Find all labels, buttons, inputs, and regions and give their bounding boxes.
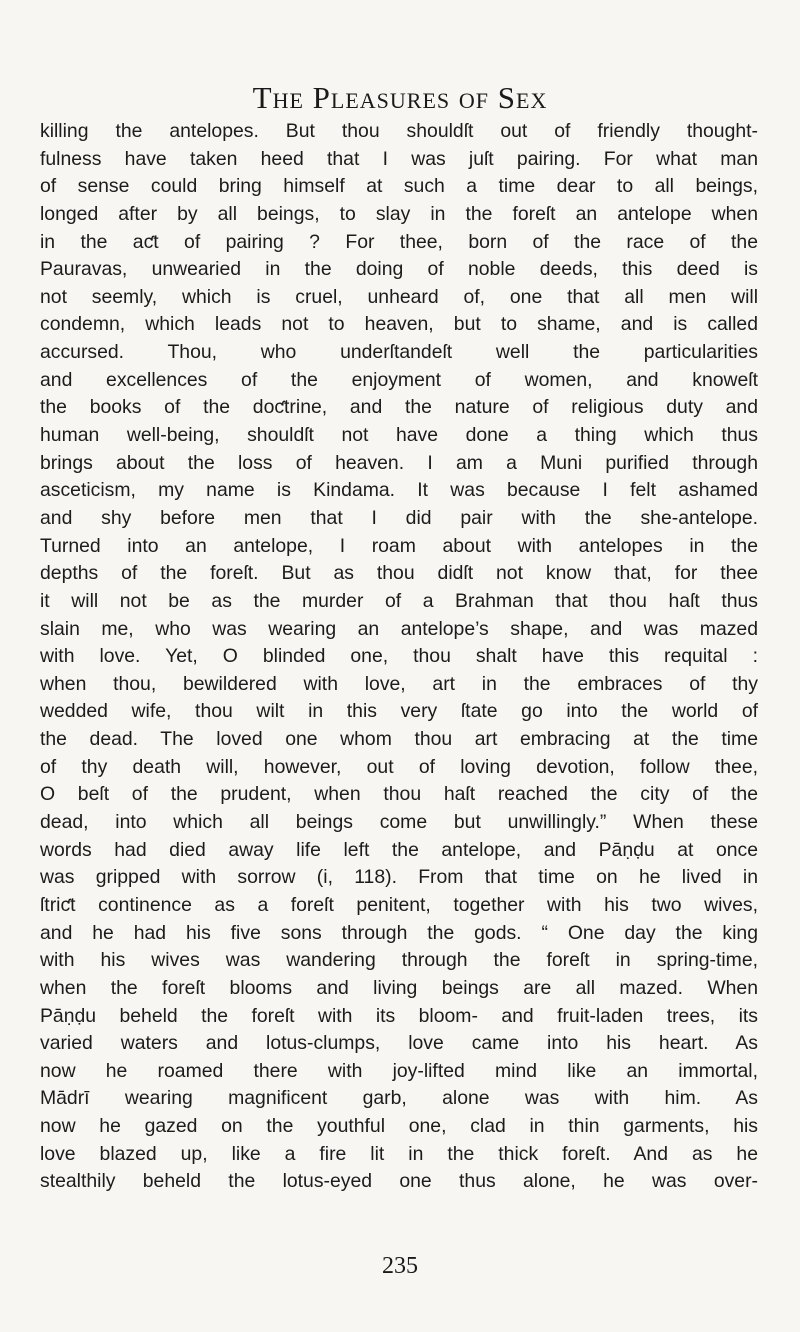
text-line: killing the antelopes. But thou shouldſt out of friendly thought-	[40, 120, 758, 142]
text-line: was gripped with sorrow (i, 118). From that time on he lived in	[40, 866, 758, 889]
body-text	[40, 118, 758, 1196]
text-line: Turned into an antelope, I roam about with antelopes in the	[40, 534, 758, 557]
text-line: and he had his five sons through the gods. “ One day the king	[40, 921, 758, 944]
text-line: condemn, which leads not to heaven, but to shame, and is called	[40, 313, 758, 336]
text-line: words had died away life left the antelope, and Pāṇḍu at once	[40, 838, 758, 861]
text-line: Pāṇḍu beheld the foreſt with its bloom- and fruit-laden trees, its	[40, 1004, 758, 1027]
text-line: with his wives was wandering through the foreſt in spring-time,	[40, 949, 758, 972]
text-line: asceticism, my name is Kindama. It was because I felt ashamed	[40, 479, 758, 502]
text-line: the books of the doƈtrine, and the nature of religious duty and	[40, 396, 758, 419]
text-line: and excellences of the enjoyment of women, and knoweſt	[40, 368, 758, 391]
text-line: when the foreſt blooms and living beings are all mazed. When	[40, 976, 758, 999]
text-line: O beſt of the prudent, when thou haſt reached the city of the	[40, 783, 758, 806]
text-line: depths of the foreſt. But as thou didſt not know that, for thee	[40, 562, 758, 585]
text-line: human well-being, shouldſt not have done a thing which thus	[40, 424, 758, 447]
text-line: dead, into which all beings come but unwillingly.” When these	[40, 811, 758, 834]
text-line: now he gazed on the youthful one, clad in thin garments, his	[40, 1115, 758, 1138]
text-line: with love. Yet, O blinded one, thou shalt have this requital :	[40, 645, 758, 668]
text-line: slain me, who was wearing an antelope’s shape, and was mazed	[40, 617, 758, 640]
text-line: now he roamed there with joy-lifted mind like an immortal,	[40, 1059, 758, 1082]
text-line: longed after by all beings, to slay in the foreſt an antelope when	[40, 202, 758, 225]
text-line: stealthily beheld the lotus-eyed one thus alone, he was over-	[40, 1170, 758, 1193]
text-line: in the aƈt of pairing ? For thee, born of the race of the	[40, 230, 758, 253]
text-line: of thy death will, however, out of loving devotion, follow thee,	[40, 755, 758, 778]
text-line: Pauravas, unwearied in the doing of noble deeds, this deed is	[40, 258, 758, 281]
text-line: it will not be as the murder of a Brahman that thou haſt thus	[40, 589, 758, 612]
text-line: ſtriƈt continence as a foreſt penitent, together with his two wives,	[40, 893, 758, 916]
text-line: the dead. The loved one whom thou art embracing at the time	[40, 728, 758, 751]
text-line: fulness have taken heed that I was juſt pairing. For what man	[40, 147, 758, 170]
text-line: love blazed up, like a fire lit in the thick foreſt. And as he	[40, 1142, 758, 1165]
page-number: 235	[382, 1253, 418, 1279]
text-line: and shy before men that I did pair with the she-antelope.	[40, 506, 758, 529]
text-line: wedded wife, thou wilt in this very ſtate go into the world of	[40, 700, 758, 723]
text-line: varied waters and lotus-clumps, love came into his heart. As	[40, 1032, 758, 1055]
text-line: Mādrī wearing magnificent garb, alone was with him. As	[40, 1087, 758, 1110]
text-line: accursed. Thou, who underſtandeſt well the particularities	[40, 341, 758, 364]
text-line: not seemly, which is cruel, unheard of, one that all men will	[40, 285, 758, 308]
text-line: when thou, bewildered with love, art in the embraces of thy	[40, 672, 758, 695]
running-head: The Pleasures of Sex	[252, 80, 548, 115]
text-line: brings about the loss of heaven. I am a Muni purified through	[40, 451, 758, 474]
text-line: of sense could bring himself at such a time dear to all beings,	[40, 175, 758, 198]
